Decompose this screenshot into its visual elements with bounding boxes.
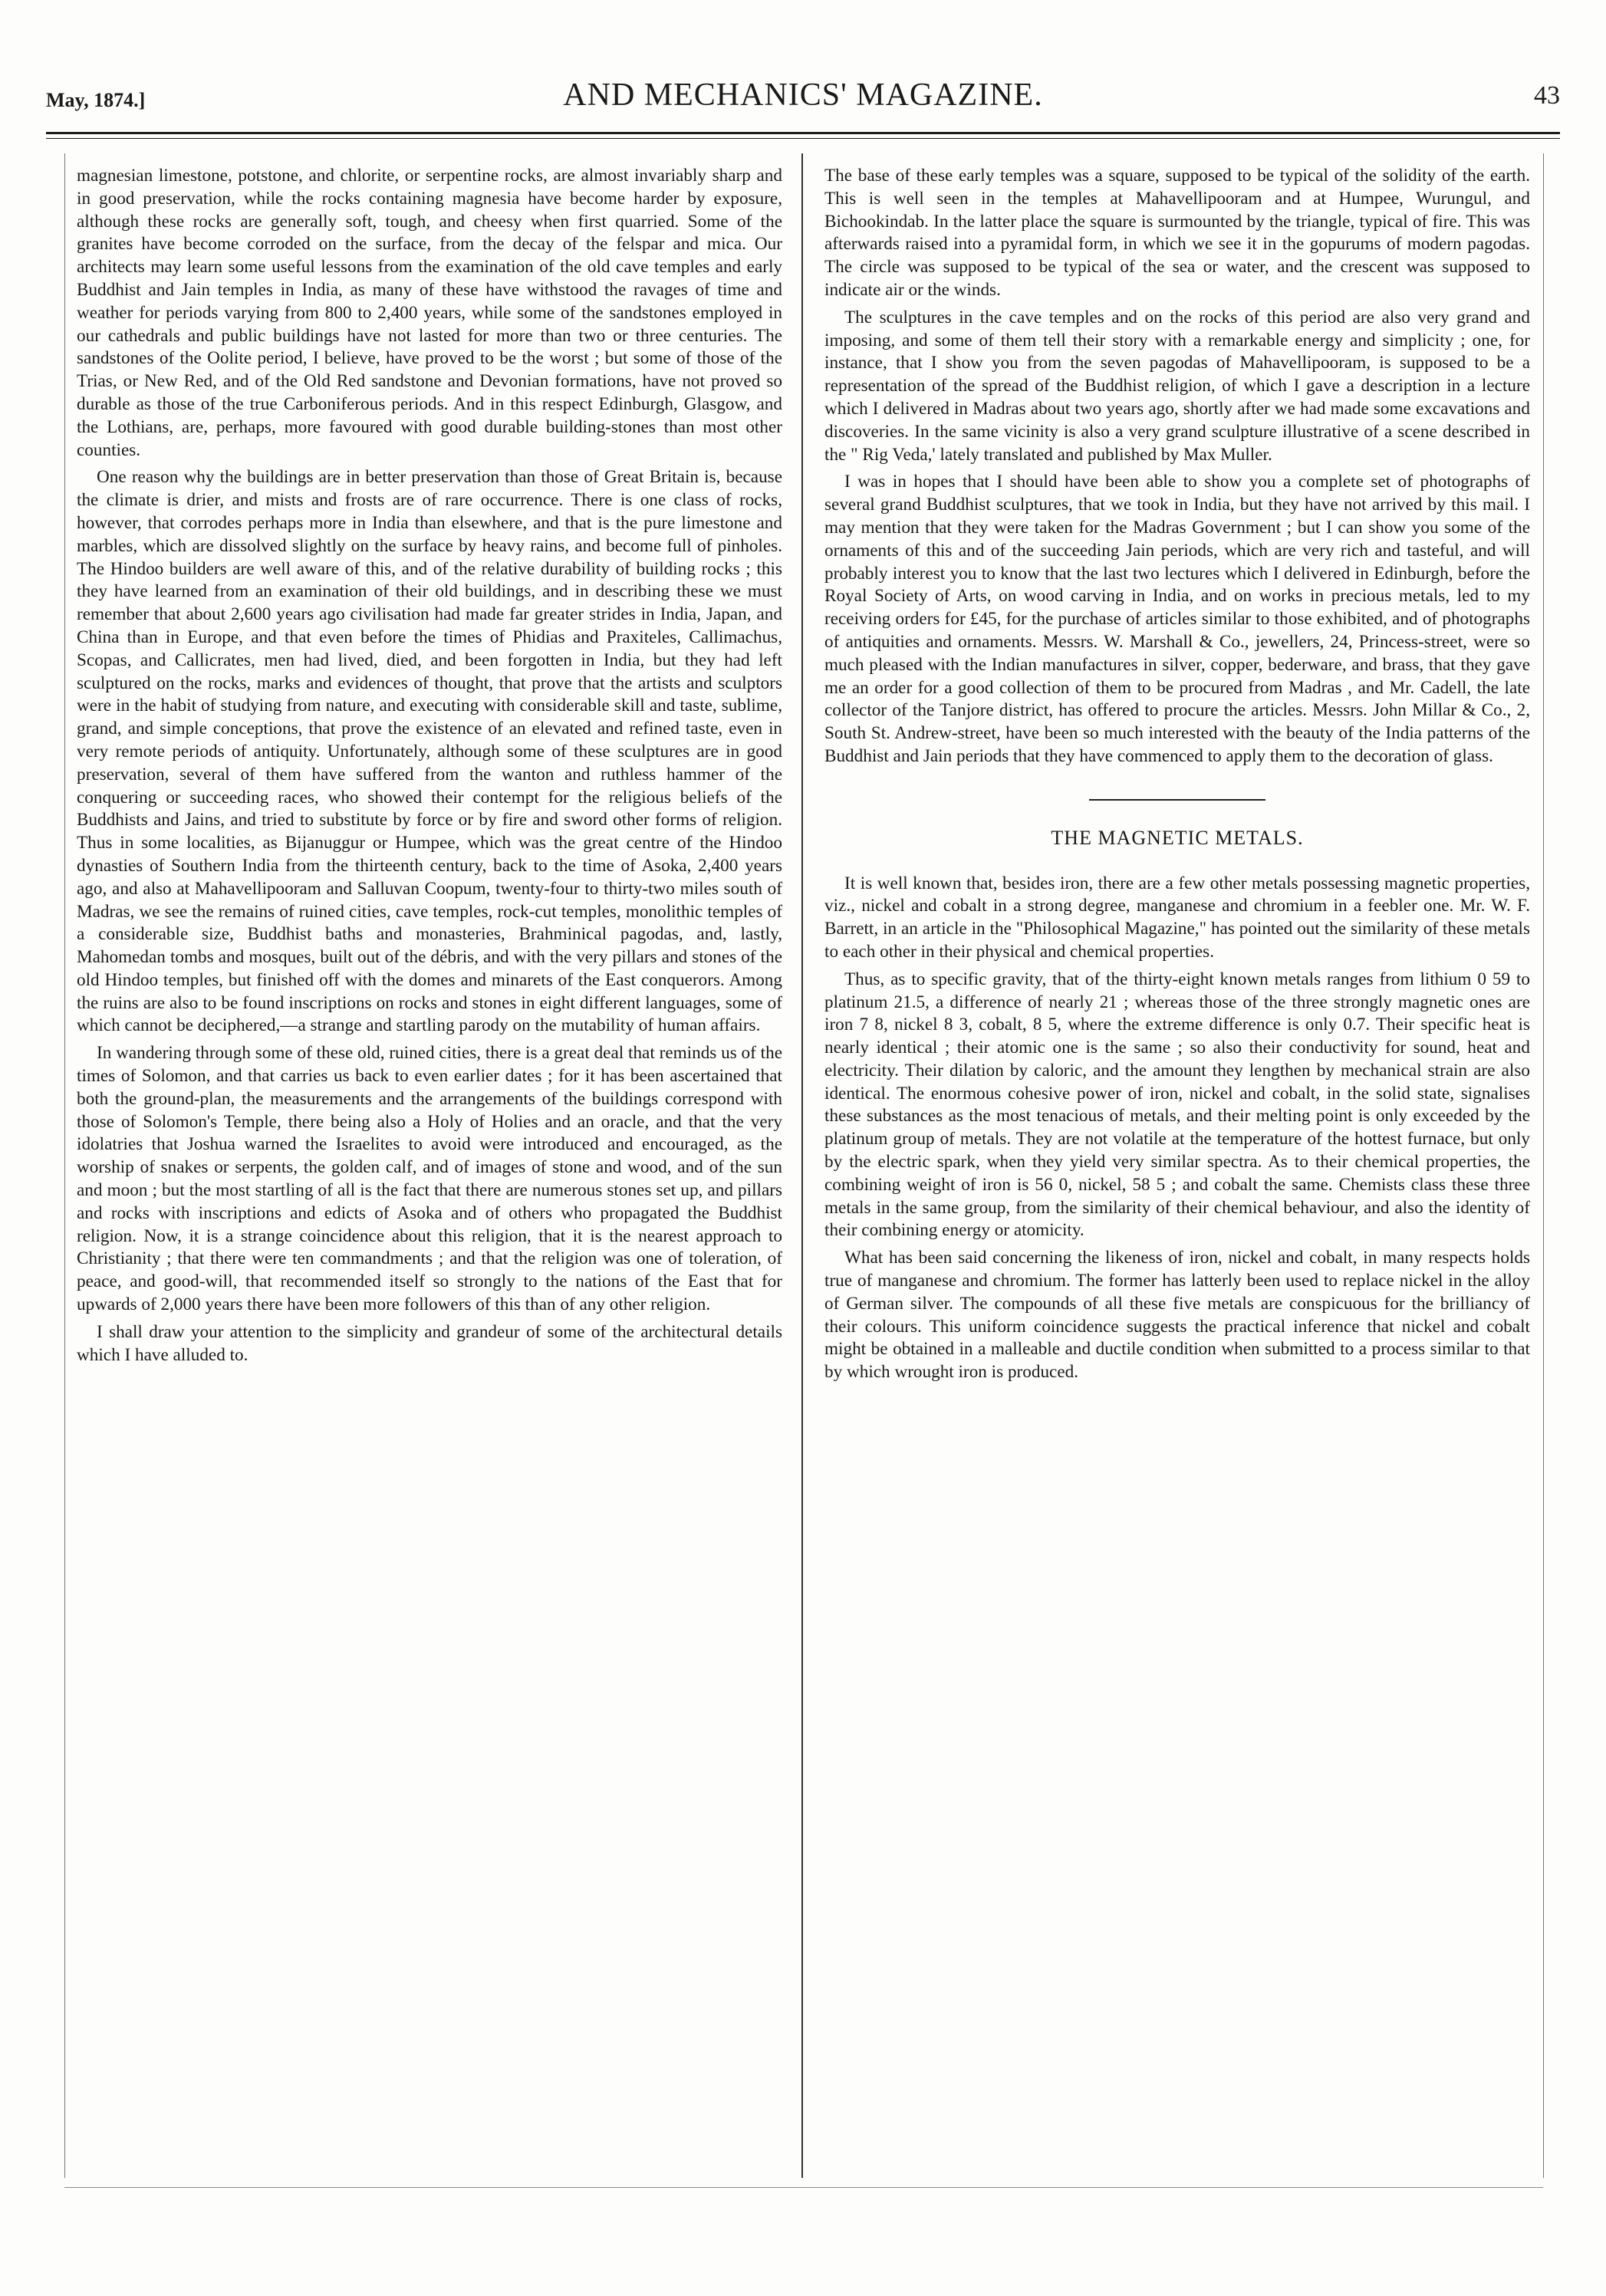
page-header	[46, 77, 1560, 130]
section-heading: THE MAGNETIC METALS.	[1051, 826, 1304, 849]
right-column	[824, 165, 1530, 1389]
paragraph: I shall draw your attention to the simplicity and grandeur of some of the architectural details which I have alluded to.	[77, 1321, 782, 1365]
bottom-rule	[64, 2187, 1543, 2188]
left-column	[77, 165, 782, 1371]
column-divider	[801, 153, 803, 2178]
section-divider	[1089, 799, 1265, 801]
header-rule	[46, 132, 1560, 134]
paragraph: The sculptures in the cave temples and on the rocks of this period are also very grand and imposing, and some of them tell their story with a remarkable energy and simplicity ; one, for instance, that I show you from the seven pagodas of Mahavellipooram, is supposed to be a representation of the spread of the Buddhist religion, of which I gave a description in a lecture which I delivered in Madras about two years ago, shortly after we had made some excavations and discoveries. In the same vicinity is also a very grand sculpture illustrative of a scene described in the " Rig Veda,' lately translated and published by Max Muller.	[824, 307, 1530, 465]
paragraph: What has been said concerning the likeness of iron, nickel and cobalt, in many respects holds true of manganese and chromium. The former has latterly been used to replace nickel in the alloy of German silver. The compounds of all these five metals are conspicuous for the brilliancy of their colours. This uniform coincidence suggests the practical inference that nickel and cobalt might be obtained in a malleable and ductile condition when submitted to a process similar to that by which wrought iron is produced.	[824, 1248, 1530, 1383]
paragraph: One reason why the buildings are in better preservation than those of Great Britain is, because the climate is drier, and mists and frosts are of rare occurrence. There is one class of rocks, however, that corrodes perhaps more in India than elsewhere, and that is the pure limestone and marbles, which are dissolved slightly on the surface by heavy rains, and become full of pinholes. The Hindoo builders are well aware of this, and of the relative durability of building rocks ; this they have learned from an examination of their old buildings, and in describing these we must remember that about 2,600 years ago civilisation had made far greater strides in India, Japan, and China than in Europe, and that even before the times of Phidias and Praxiteles, Callimachus, Scopas, and Callicrates, men had lived, died, and been forgotten in India, but they had left sculptured on the rocks, marks and evidences of thought, that prove that the artists and sculptors were in the habit of studying from nature, and executing with considerable skill and taste, sublime, grand, and simple conceptions, that prove the existence of an elevated and refined taste, even in very remote periods of antiquity. Unfortunately, although some of these sculptures are in good preservation, several of them have suffered from the wanton and ruthless hammer of the conquering or succeeding races, who showed their contempt for the religious beliefs of the Buddhists and Jains, and tried to substitute by force or by fire and sword other forms of religion. Thus in some localities, as Bijanuggur or Humpee, which was the great centre of the Hindoo dynasties of Southern India from the thirteenth century, back to the time of Asoka, 2,400 years ago, and also at Mahavellipooram and Salluvan Coopum, twenty-four to thirty-two miles south of Madras, we see the remains of ruined cities, cave temples, rock-cut temples, monolithic temples of a considerable size, Buddhist baths and monasteries, Brahminical pagodas, and, lastly, Mahomedan tombs and mosques, built out of the débris, and with the very pillars and stones of the old Hindoo temples, but finished off with the domes and minarets of the East conquerors. Among the ruins are also to be found inscriptions on rocks and stones in eight different languages, some of which cannot be deciphered,—a strange and startling parody on the mutability of human affairs.	[77, 467, 782, 1036]
paragraph: In wandering through some of these old, ruined cities, there is a great deal that reminds us of the times of Solomon, and that carries us back to even earlier dates ; for it has been ascertained that both the ground-plan, the measurements and the arrangements of the buildings correspond with those of Solomon's Temple, there being also a Holy of Holies and an oracle, and that the very idolatries that Joshua warned the Israelites to avoid were introduced and encouraged, as the worship of snakes or serpents, the golden calf, and of images of stone and wood, and of the sun and moon ; but the most startling of all is the fact that there are numerous stones set up, and pillars and rocks with inscriptions and edicts of Asoka and of others who propagated the Buddhist religion. Now, it is a strange coincidence about this religion, that it is the nearest approach to Christianity ; that there were ten commandments ; and that the religion was one of toleration, of peace, and good-will, that recommended itself so strongly to the nations of the East that for upwards of 2,000 years there have been more followers of this than of any other religion.	[77, 1043, 782, 1315]
paragraph: The base of these early temples was a square, supposed to be typical of the solidity of the earth. This is well seen in the temples at Mahavellipooram and at Humpee, Wurungul, and Bichookindab. In the latter place the square is surmounted by the triangle, typical of fire. This was afterwards raised into a pyramidal form, in which we see it in the gopurums of modern pagodas. The circle was supposed to be typical of the sea or water, and the crescent was supposed to indicate air or the winds.	[824, 166, 1530, 300]
paragraph: magnesian limestone, potstone, and chlorite, or serpentine rocks, are almost invariably sharp and in good preservation, while the rocks containing magnesia have become harder by exposure, although these rocks are generally soft, tough, and cheesy when first quarried. Some of the granites have become corroded on the surface, from the decay of the felspar and mica. Our architects may learn some useful lessons from the examination of the old cave temples and early Buddhist and Jain temples in India, as many of these have withstood the ravages of time and weather for periods varying from 800 to 2,400 years, while some of the sandstones employed in our cathedrals and public buildings have not lasted for more than two or three centuries. The sandstones of the Oolite period, I believe, have proved to be the worst ; but some of those of the Trias, or New Red, and of the Old Red sandstone and Devonian formations, have not proved so durable as those of the true Carboniferous periods. And in this respect Edinburgh, Glasgow, and the Lothians, are, perhaps, more favoured with good durable building-stones than most other counties.	[77, 166, 782, 460]
left-margin-rule	[64, 153, 65, 2178]
header-rule-thin	[46, 138, 1560, 139]
issue-date: May, 1874.]	[46, 89, 146, 111]
running-title: AND MECHANICS' MAGAZINE.	[563, 77, 1043, 113]
paragraph: It is well known that, besides iron, there are a few other metals possessing magnetic properties, viz., nickel and cobalt in a strong degree, manganese and chromium in a feebler one. Mr. W. F. Barrett, in an article in the "Philosophical Magazine," has pointed out the similarity of these metals to each other in their physical and chemical properties.	[824, 873, 1530, 962]
page-number: 43	[1534, 81, 1560, 110]
paragraph: Thus, as to specific gravity, that of the thirty-eight known metals ranges from lithium 0 59 to platinum 21.5, a difference of nearly 21 ; whereas those of the three strongly magnetic ones are iron 7 8, nickel 8 3, cobalt, 8 5, where the extreme difference is only 0.7. Their specific heat is nearly identical ; their atomic one is the same ; so also their conductivity for sound, heat and electricity. Their dilation by caloric, and the amount they lengthen by mechanical strain are also identical. The enormous cohesive power of iron, nickel and cobalt, in the solid state, signalises these substances as the most tenacious of metals, and their melting point is only exceeded by the platinum group of metals. They are not volatile at the temperature of the hottest furnace, but only by the electric spark, when they yield very similar spectra. As to their chemical properties, the combining weight of iron is 56 0, nickel, 58 5 ; and cobalt the same. Chemists class these three metals in the same group, from the similarity of their chemical behaviour, and also the identity of their combining energy or atomicity.	[824, 969, 1530, 1241]
right-margin-rule	[1543, 153, 1544, 2178]
paragraph: I was in hopes that I should have been able to show you a complete set of photographs of several grand Buddhist sculptures, that we took in India, but they have not arrived by this mail. I may mention that they were taken for the Madras Government ; but I can show you some of the ornaments of this and of the succeeding Jain periods, which are very rich and tasteful, and will probably interest you to know that the last two lectures which I delivered in Edinburgh, before the Royal Society of Arts, on wood carving in India, and on works in precious metals, led to my receiving orders for £45, for the purchase of articles similar to those exhibited, and of photographs of antiquities and ornaments. Messrs. W. Marshall & Co., jewellers, 24, Princess-street, were so much pleased with the Indian manufactures in silver, copper, bederware, and brass, that they gave me an order for a good collection of them to be procured from Madras , and Mr. Cadell, the late collector of the Tanjore district, has offered to procure the articles. Messrs. John Millar & Co., 2, South St. Andrew-street, have been so much interested with the beauty of the India patterns of the Buddhist and Jain periods that they have commenced to apply them to the decoration of glass.	[824, 472, 1530, 766]
